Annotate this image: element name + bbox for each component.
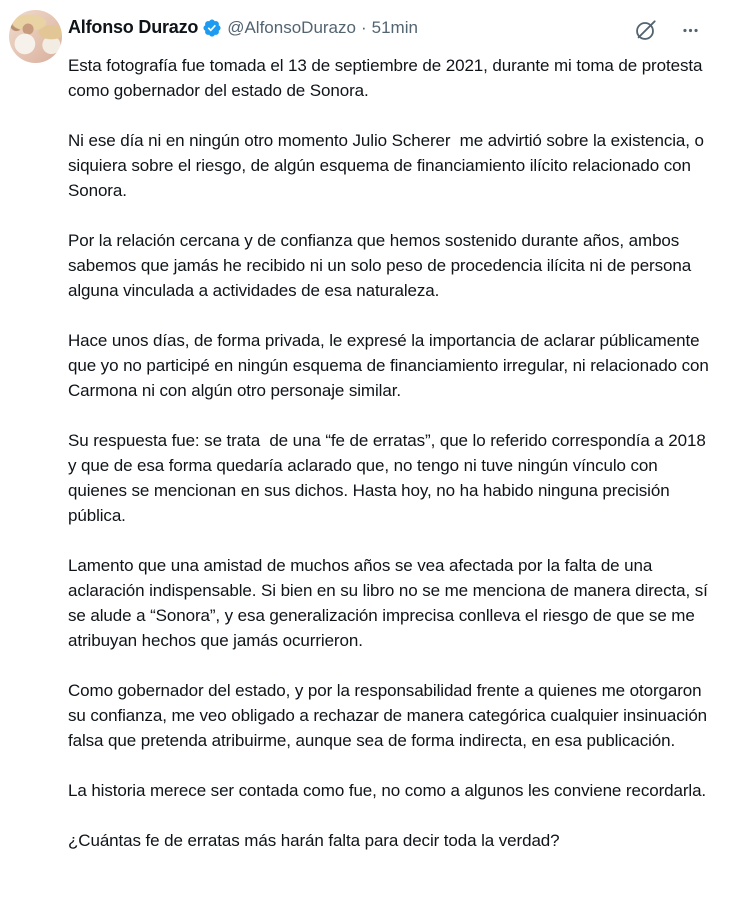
author-handle[interactable]: @AlfonsoDurazo: [227, 17, 356, 37]
author-group: [68, 17, 418, 38]
more-icon[interactable]: [681, 21, 700, 40]
avatar[interactable]: [9, 10, 62, 63]
verified-badge-icon: [202, 18, 222, 38]
tweet-paragraph: Como gobernador del estado, y por la responsabilidad frente a quienes me otorgaron su confianza, me veo obligado a rechazar de manera categórica cualquier insinuación falsa que pretenda atribuirme, aunque sea de forma indirecta, en esa publicación.: [68, 681, 712, 750]
grok-icon[interactable]: [634, 19, 657, 42]
tweet-paragraph: Hace unos días, de forma privada, le expresé la importancia de aclarar públicamente que yo no participé en ningún esquema de financiamiento irregular, ni relacionado con Carmona ni con algún otro personaje similar.: [68, 331, 714, 400]
timestamp[interactable]: 51min: [371, 17, 418, 37]
tweet-paragraph: Esta fotografía fue tomada el 13 de septiembre de 2021, durante mi toma de protesta como gobernador del estado de Sonora.: [68, 56, 707, 100]
tweet-header: [68, 0, 714, 42]
tweet-paragraph: Lamento que una amistad de muchos años se vea afectada por la falta de una aclaración indispensable. Si bien en su libro no se me menciona de manera directa, sí se alude a “Sonora”, y esa generalización imprecisa conlleva el riesgo de que se me atribuyan hechos que jamás ocurrieron.: [68, 556, 713, 650]
separator-dot: ·: [360, 17, 367, 37]
tweet-paragraph: Ni ese día ni en ningún otro momento Julio Scherer me advirtió sobre la existencia, o siquiera sobre el riesgo, de algún esquema de financiamiento ilícito relacionado con Sonora.: [68, 131, 709, 200]
author-name[interactable]: Alfonso Durazo: [68, 17, 199, 37]
tweet-paragraph: Por la relación cercana y de confianza que hemos sostenido durante años, ambos sabemos que jamás he recibido ni un solo peso de procedencia ilícita ni de persona alguna vinculada a actividades de esa naturaleza.: [68, 231, 696, 300]
tweet-paragraph: ¿Cuántas fe de erratas más harán falta para decir toda la verdad?: [68, 831, 560, 850]
header-actions: [634, 17, 714, 42]
tweet-paragraph: Su respuesta fue: se trata de una “fe de erratas”, que lo referido correspondía a 2018 y que de esa forma quedaría aclarado que, no tengo ni tuve ningún vínculo con quienes se mencionan en sus dichos. Hasta hoy, no ha habido ninguna precisión pública.: [68, 431, 711, 525]
tweet-text: [68, 53, 714, 865]
tweet-content: [68, 0, 714, 865]
tweet-paragraph: La historia merece ser contada como fue, no como a algunos les conviene recordarla.: [68, 781, 707, 800]
